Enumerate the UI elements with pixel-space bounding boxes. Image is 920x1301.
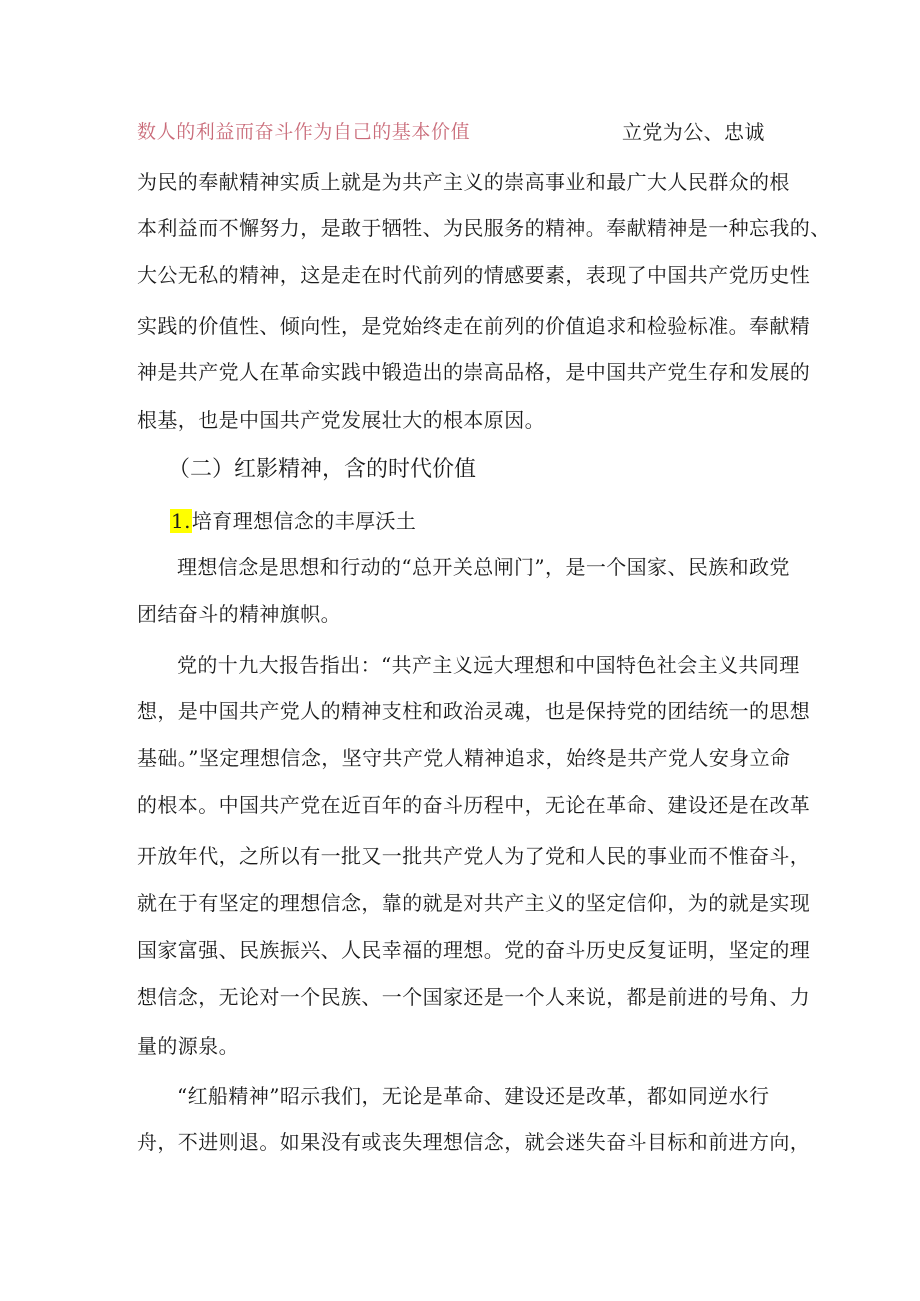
para3-line-6: 就在于有坚定的理想信念，靠的就是对共产主义的坚定信仰，为的就是实现: [137, 891, 811, 915]
para1-line-2: 本利益而不懈努力，是敢于牺牲、为民服务的精神。奉献精神是一种忘我的、: [137, 216, 831, 240]
para4-line-2: 舟，不进则退。如果没有或丧失理想信念，就会迷失奋斗目标和前进方向，: [137, 1130, 811, 1154]
para3-line-1: 党的十九大报告指出：“共产主义远大理想和中国特色社会主义共同理: [177, 653, 800, 677]
para1-line-6: 根基，也是中国共产党发展壮大的根本原因。: [137, 408, 545, 432]
subheading: [170, 507, 416, 535]
pink-text-fragment: 数人的利益而奋斗作为自己的基本价值: [137, 121, 471, 143]
section-heading: （二）红影精神，含的时代价值: [168, 457, 477, 482]
subheading-number: 1.: [171, 509, 191, 533]
para3-line-4: 的根本。中国共产党在近百年的奋斗历程中，无论在革命、建设还是在改革: [137, 793, 811, 817]
subheading-text: 培育理想信念的丰厚沃土: [191, 509, 417, 533]
para3-line-3: 基础。”坚定理想信念，坚守共产党人精神追求，始终是共产党人安身立命: [137, 746, 791, 770]
para1-line-5: 神是共产党人在革命实践中锻造出的崇高品格，是中国共产党生存和发展的: [137, 360, 811, 384]
para3-line-9: 量的源泉。: [137, 1034, 239, 1058]
para2-line-1: 理想信念是思想和行动的“总开关总闸门”，是一个国家、民族和政党: [177, 555, 790, 579]
para2-line-2: 团结奋斗的精神旗帜。: [137, 602, 341, 626]
para1-line-4: 实践的价值性、倾向性，是党始终走在前列的价值追求和检验标准。奉献精: [137, 314, 811, 338]
para3-line-7: 国家富强、民族振兴、人民幸福的理想。党的奋斗历史反复证明，坚定的理: [137, 938, 811, 962]
para3-line-8: 想信念，无论对一个民族、一个国家还是一个人来说，都是前进的号角、力: [137, 985, 811, 1009]
para3-line-5: 开放年代，之所以有一批又一批共产党人为了党和人民的事业而不惟奋斗，: [137, 844, 811, 868]
top-line-right-text: 立党为公、忠诚: [622, 120, 765, 144]
para3-line-2: 想，是中国共产党人的精神支柱和政治灵魂，也是保持党的团结统一的思想: [137, 699, 811, 723]
para1-line-3: 大公无私的精神，这是走在时代前列的情感要素，表现了中国共产党历史性: [137, 263, 811, 287]
para1-line-1: 为民的奉献精神实质上就是为共产主义的崇高事业和最广大人民群众的根: [137, 170, 790, 194]
para4-line-1: “红船精神”昭示我们，无论是革命、建设还是改革，都如同逆水行: [177, 1084, 770, 1108]
